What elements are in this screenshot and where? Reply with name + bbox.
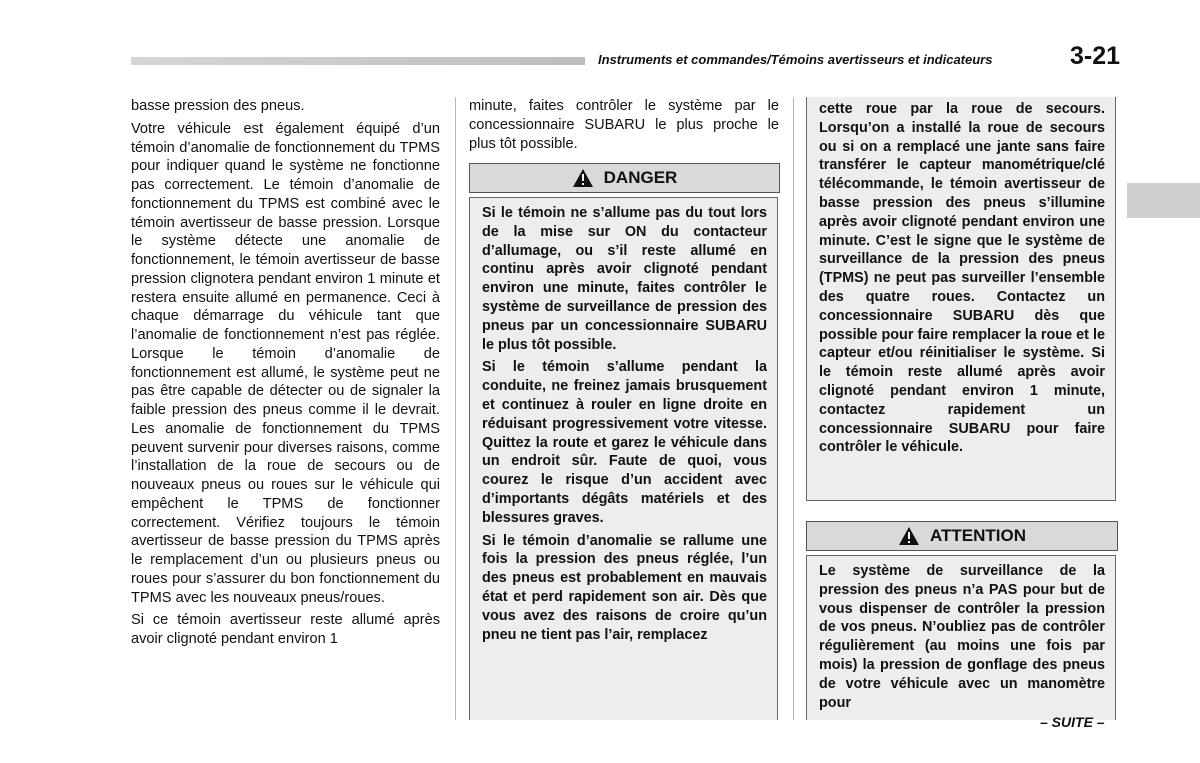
attention-banner <box>806 521 1118 551</box>
danger-continued-text: cette roue par la roue de secours. Lorsqu’on a installé la roue de secours ou si on a remplacé une jante sans faire transférer le capteur manométrique/clé télécommande, le témoin avertisseur de basse pression des pneus s’illumine après avoir clignoté pendant environ une minute. C’est le signe que le système de surveillance de la pression des pneus (TPMS) ne peut pas surveiller l’ensemble des quatre roues. Contactez un concessionnaire SUBARU dès que possible pour faire remplacer la roue et le capteur et/ou réinitialiser le système. Si le témoin reste allumé après avoir clignoté pendant environ 1 minute, contactez rapidement un concessionnaire SUBARU pour faire contrôler le véhicule. <box>819 101 1105 456</box>
danger-paragraph: Si le témoin ne s’allume pas du tout lors de la mise sur ON du contacteur d’allumage, ou s’il reste allumé en continu après avoir clignoté pendant environ une minute, faites contrôler le système de surveillance de pression des pneus par un concessionnaire SUBARU le plus tôt possible. <box>482 205 767 353</box>
col1-paragraph: Si ce témoin avertisseur reste allumé après avoir clignoté pendant environ 1 <box>131 612 440 647</box>
col1-paragraph: basse pression des pneus. <box>131 98 305 114</box>
col1-paragraph: Votre véhicule est également équipé d’un témoin d’anomalie de fonctionnement du TPMS pour indiquer quand le système ne fonctionne pas correctement. Le témoin d’anomalie de fonctionnement du TPMS est combiné avec le témoin avertisseur de basse pression. Lorsque le système détecte une anomalie de fonctionnement, le témoin avertisseur de basse pression clignotera pendant environ 1 minute et restera ensuite allumé en permanence. Ceci à chaque démarrage du véhicule tant que l’anomalie de fonctionnement n’est pas réglée. Lorsque le témoin d’anomalie de fonctionnement est allumé, le système peut ne pas être capable de détecter ou de signaler la faible pression des pneus comme il le devrait. Les anomalie de fonctionnement du TPMS peuvent survenir pour diverses raisons, comme l’installation de la roue de secours ou de nouveaux pneus ou roues sur le véhicule qui empêchent le TPMS de fonctionner correctement. Vérifiez toujours le témoin avertisseur de basse pression du TPMS après le remplacement d’un ou plusieurs pneus ou roues pour s’assurer du bon fonctionnement du TPMS avec les nouveaux pneus/roues. <box>131 120 440 606</box>
header-rule <box>131 57 585 65</box>
col2-intro-paragraph: minute, faites contrôler le système par le concessionnaire SUBARU le plus proche le plus tôt possible. <box>469 98 779 152</box>
danger-banner <box>469 163 780 193</box>
column-1 <box>131 97 440 653</box>
warning-triangle-icon <box>572 168 594 188</box>
continued-marker: – SUITE – <box>1040 714 1105 730</box>
danger-paragraph: Si le témoin d’anomalie se rallume une fois la pression des pneus réglée, l’un des pneus est probablement en mauvais état et perd rapidement son air. Dès que vous avez des raisons de croire qu’un pneu ne tient pas l’air, remplacez <box>482 532 767 643</box>
column-2-intro <box>469 97 779 153</box>
danger-paragraph: Si le témoin s’allume pendant la conduite, ne freinez jamais brusquement et continuez à rouler en ligne droite en réduisant progressivement votre vitesse. Quittez la route et garez le véhicule dans un endroit sûr. Faute de quoi, vous courez le risque d’un accident avec d’importants dégâts matériels et des blessures graves. <box>482 359 767 526</box>
danger-box <box>469 197 778 720</box>
column-divider-right <box>793 97 794 720</box>
danger-label: DANGER <box>603 168 678 187</box>
attention-text: Le système de surveillance de la pression des pneus n’a PAS pour but de vous dispenser de contrôler la pression de vos pneus. N’oubliez pas de contrôler régulièrement (au moins une fois par mois) la pression de gonflage des pneus de votre véhicule avec un manomètre pour <box>819 563 1105 711</box>
chapter-tab <box>1127 183 1200 218</box>
attention-label: ATTENTION <box>929 526 1026 545</box>
attention-box <box>806 555 1116 720</box>
column-divider-left <box>455 97 456 720</box>
section-title: Instruments et commandes/Témoins avertisseurs et indicateurs <box>598 52 993 67</box>
page-number: 3-21 <box>1070 42 1121 70</box>
warning-triangle-icon <box>898 526 920 546</box>
danger-box-continued <box>806 97 1116 501</box>
